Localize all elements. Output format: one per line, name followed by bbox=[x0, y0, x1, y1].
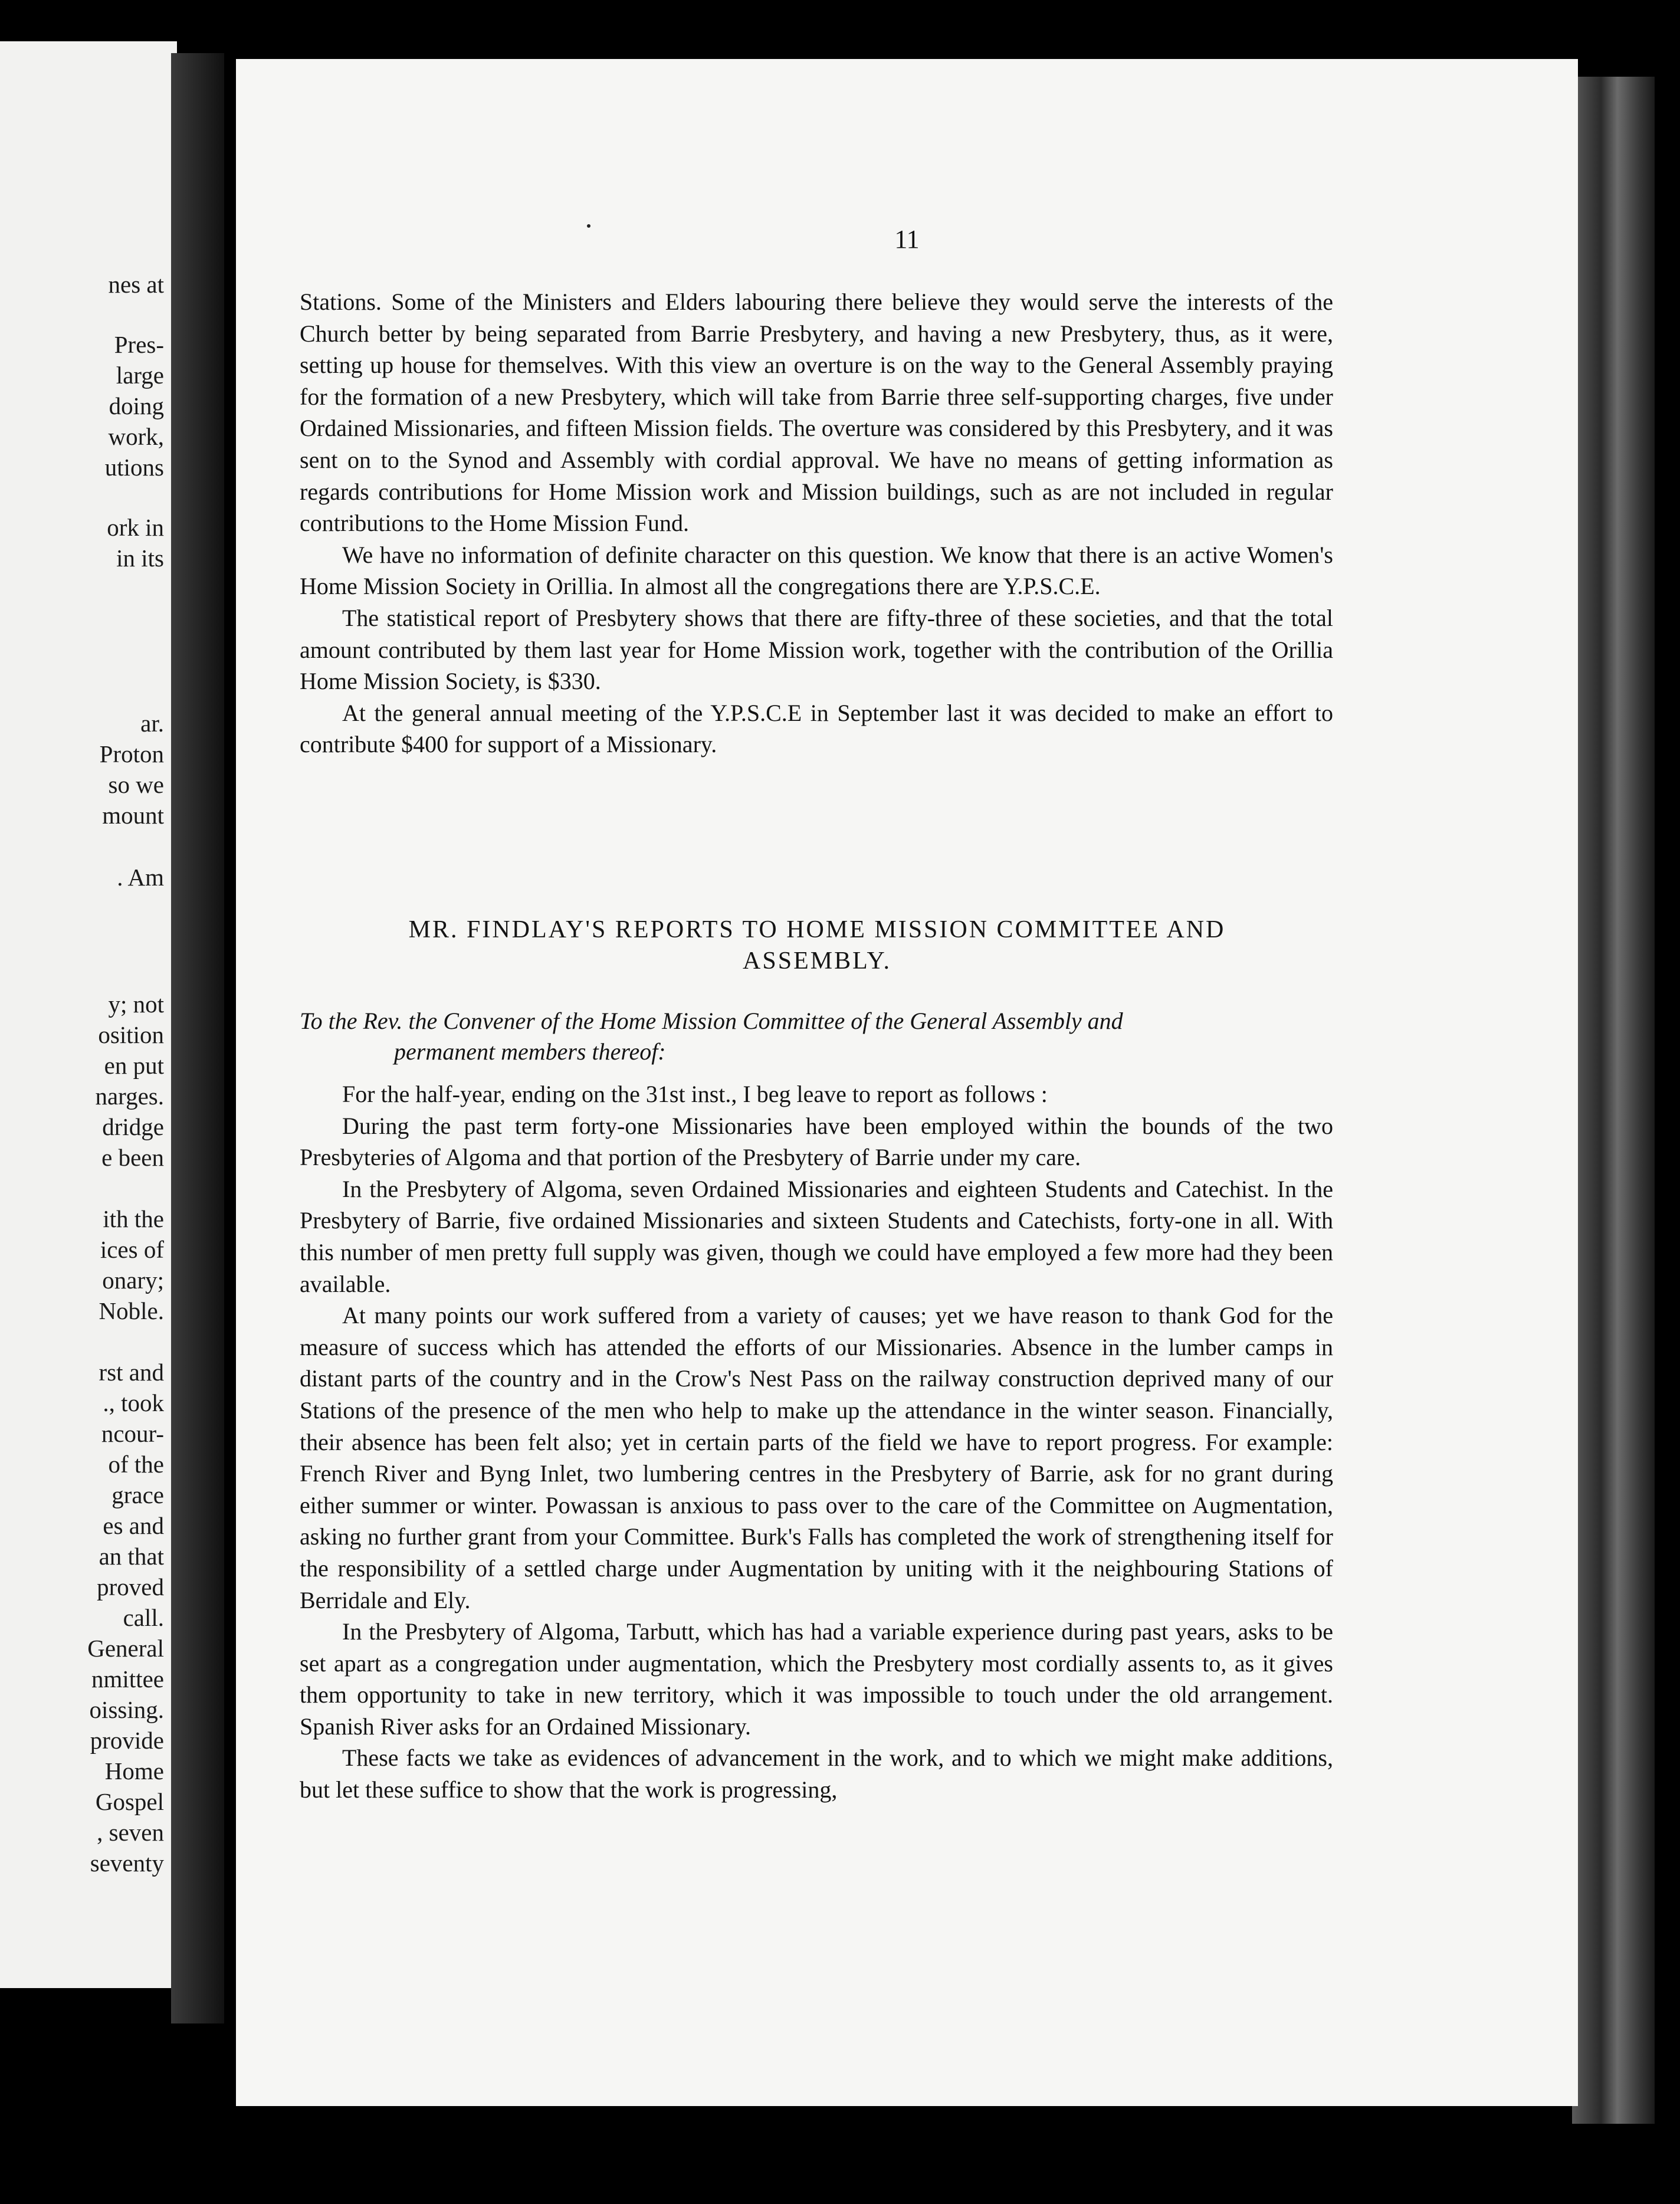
paragraph: These facts we take as evidences of advancement in the work, and to which we might make additions, but let these suffice to show that the work is progressing, bbox=[300, 1744, 1333, 1803]
facing-page-line: of the bbox=[108, 1451, 164, 1478]
facing-page-line: General bbox=[87, 1635, 164, 1662]
facing-page-line: Gospel bbox=[95, 1788, 164, 1815]
facing-page-line: dridge bbox=[102, 1113, 164, 1140]
facing-page-line: rst and bbox=[99, 1359, 164, 1386]
section-heading bbox=[277, 914, 1357, 977]
facing-page-line: seventy bbox=[90, 1849, 164, 1877]
heading-line-1: MR. FINDLAY'S REPORTS TO HOME MISSION COMMITTEE AND bbox=[408, 916, 1226, 943]
heading-line-2: ASSEMBLY. bbox=[743, 947, 891, 975]
facing-page-line: . Am bbox=[117, 864, 164, 891]
paragraph: At many points our work suffered from a variety of causes; yet we have reason to thank God for the measure of success which has attended the efforts of our Missionaries. Absence in the lumber camps in distant parts of the country and in the Crow's Nest Pass on the railway construction deprived many of our Stations of the presence of the men who help to make up the attendance in the winter season. Financially, their absence has been felt also; yet in certain parts of the field we have to report progress. For example: French River and Byng Inlet, two lumbering centres in the Presbytery of Barrie, ask for no grant during either summer or winter. Powassan is anxious to pass over to the care of the Committee on Augmentation, asking no further grant from your Committee. Burk's Falls has completed the work of strengthening itself for the responsibility of a settled charge under Augmentation by uniting with it the neighbouring Stations of Berridale and Ely. bbox=[300, 1302, 1333, 1613]
section-continuation bbox=[300, 286, 1333, 760]
facing-page-line: Proton bbox=[99, 740, 164, 768]
facing-page-line: narges. bbox=[95, 1083, 164, 1110]
facing-page-line: ., took bbox=[103, 1389, 164, 1416]
facing-page-line: Noble. bbox=[99, 1297, 164, 1324]
facing-page-line: so we bbox=[108, 771, 164, 798]
facing-page-line: , seven bbox=[97, 1819, 164, 1846]
facing-page-line: Pres- bbox=[114, 331, 164, 358]
facing-page-line: onary; bbox=[102, 1267, 164, 1294]
paragraph: During the past term forty-one Missionaries have been employed within the bounds of the two Presbyteries of Algoma and that portion of the Presbytery of Barrie under my care. bbox=[300, 1112, 1333, 1171]
facing-page-line: grace bbox=[111, 1481, 164, 1508]
paragraph: For the half-year, ending on the 31st inst., I beg leave to report as follows : bbox=[342, 1081, 1048, 1107]
facing-page-line: doing bbox=[109, 392, 164, 419]
paragraph: We have no information of definite character on this question. We know that there is an active Women's Home Mission Society in Orillia. In almost all the congregations there are Y.P.S.C.E. bbox=[300, 541, 1333, 600]
facing-page-line: oissing. bbox=[89, 1696, 164, 1723]
address-line-1: To the Rev. the Convener of the Home Mission Committee of the General Assembly and bbox=[300, 1008, 1123, 1034]
facing-page-line: proved bbox=[97, 1573, 164, 1600]
facing-page-line: call. bbox=[123, 1604, 164, 1631]
facing-page-line: es and bbox=[103, 1512, 164, 1539]
facing-page-line: provide bbox=[90, 1727, 164, 1754]
facing-page-line: en put bbox=[104, 1052, 164, 1079]
letter-address bbox=[300, 1006, 1333, 1067]
facing-page-line: ar. bbox=[140, 710, 164, 737]
facing-page-line: mount bbox=[102, 802, 164, 829]
facing-page bbox=[0, 41, 177, 1988]
facing-page-line: an that bbox=[99, 1543, 164, 1570]
facing-page-line: nmittee bbox=[91, 1665, 164, 1693]
paragraph: The statistical report of Presbytery shows that there are fifty-three of these societies, and that the total amount contributed by them last year for Home Mission work, together with the contribution of the Orillia Home Mission Society, is $330. bbox=[300, 604, 1333, 695]
facing-page-line: e been bbox=[101, 1144, 164, 1171]
facing-page-line: Home bbox=[104, 1757, 164, 1785]
facing-page-line: utions bbox=[104, 454, 164, 481]
report-body bbox=[300, 1078, 1333, 1806]
facing-page-line: ork in bbox=[107, 514, 164, 541]
facing-page-line: nes at bbox=[108, 271, 164, 298]
facing-page-line: osition bbox=[98, 1021, 164, 1048]
facing-page-line: large bbox=[116, 362, 164, 389]
facing-page-line: ncour- bbox=[101, 1420, 164, 1447]
paragraph: Stations. Some of the Ministers and Elders labouring there believe they would serve the interests of the Church better by being separated from Barrie Presbytery, and having a new Presbytery, thus, as it were, setting up house for themselves. With this view an overture is on the way to the General Assembly praying for the formation of a new Presbytery, which will take from Barrie three self-supporting charges, five under Ordained Missionaries, and fifteen Mission fields. The overture was considered by this Presbytery, and it was sent on to the Synod and Assembly with cordial approval. We have no means of getting information as regards contributions for Home Mission work and Mission buildings, such as are not included in regular contributions to the Home Mission Fund. bbox=[300, 288, 1333, 537]
page-number: 11 bbox=[894, 225, 920, 254]
facing-page-line: ith the bbox=[103, 1205, 164, 1232]
paragraph: At the general annual meeting of the Y.P.S.C.E in September last it was decided to make an effort to contribute $400 for support of a Missionary. bbox=[300, 699, 1333, 758]
facing-page-line: y; not bbox=[108, 991, 164, 1018]
paragraph: In the Presbytery of Algoma, Tarbutt, which has had a variable experience during past years, asks to be set apart as a congregation under augmentation, which the Presbytery most cordially assents to, as it gives them opportunity to take in new territory, which it was impossible to touch under the old arrangement. Spanish River asks for an Ordained Missionary. bbox=[300, 1618, 1333, 1740]
page-edge bbox=[1572, 77, 1655, 2124]
facing-page-line: ices of bbox=[100, 1236, 164, 1263]
facing-page-line: in its bbox=[116, 545, 164, 572]
facing-page-line: work, bbox=[108, 423, 164, 450]
address-line-2: permanent members thereof: bbox=[394, 1038, 666, 1065]
paragraph: In the Presbytery of Algoma, seven Ordained Missionaries and eighteen Students and Catechist. In the Presbytery of Barrie, five ordained Missionaries and sixteen Students and Catechists, forty-one in all. With this number of men pretty full supply was given, though we could have employed a few more had they been available. bbox=[300, 1175, 1333, 1297]
book-gutter bbox=[171, 53, 224, 2023]
main-page bbox=[236, 59, 1578, 2106]
